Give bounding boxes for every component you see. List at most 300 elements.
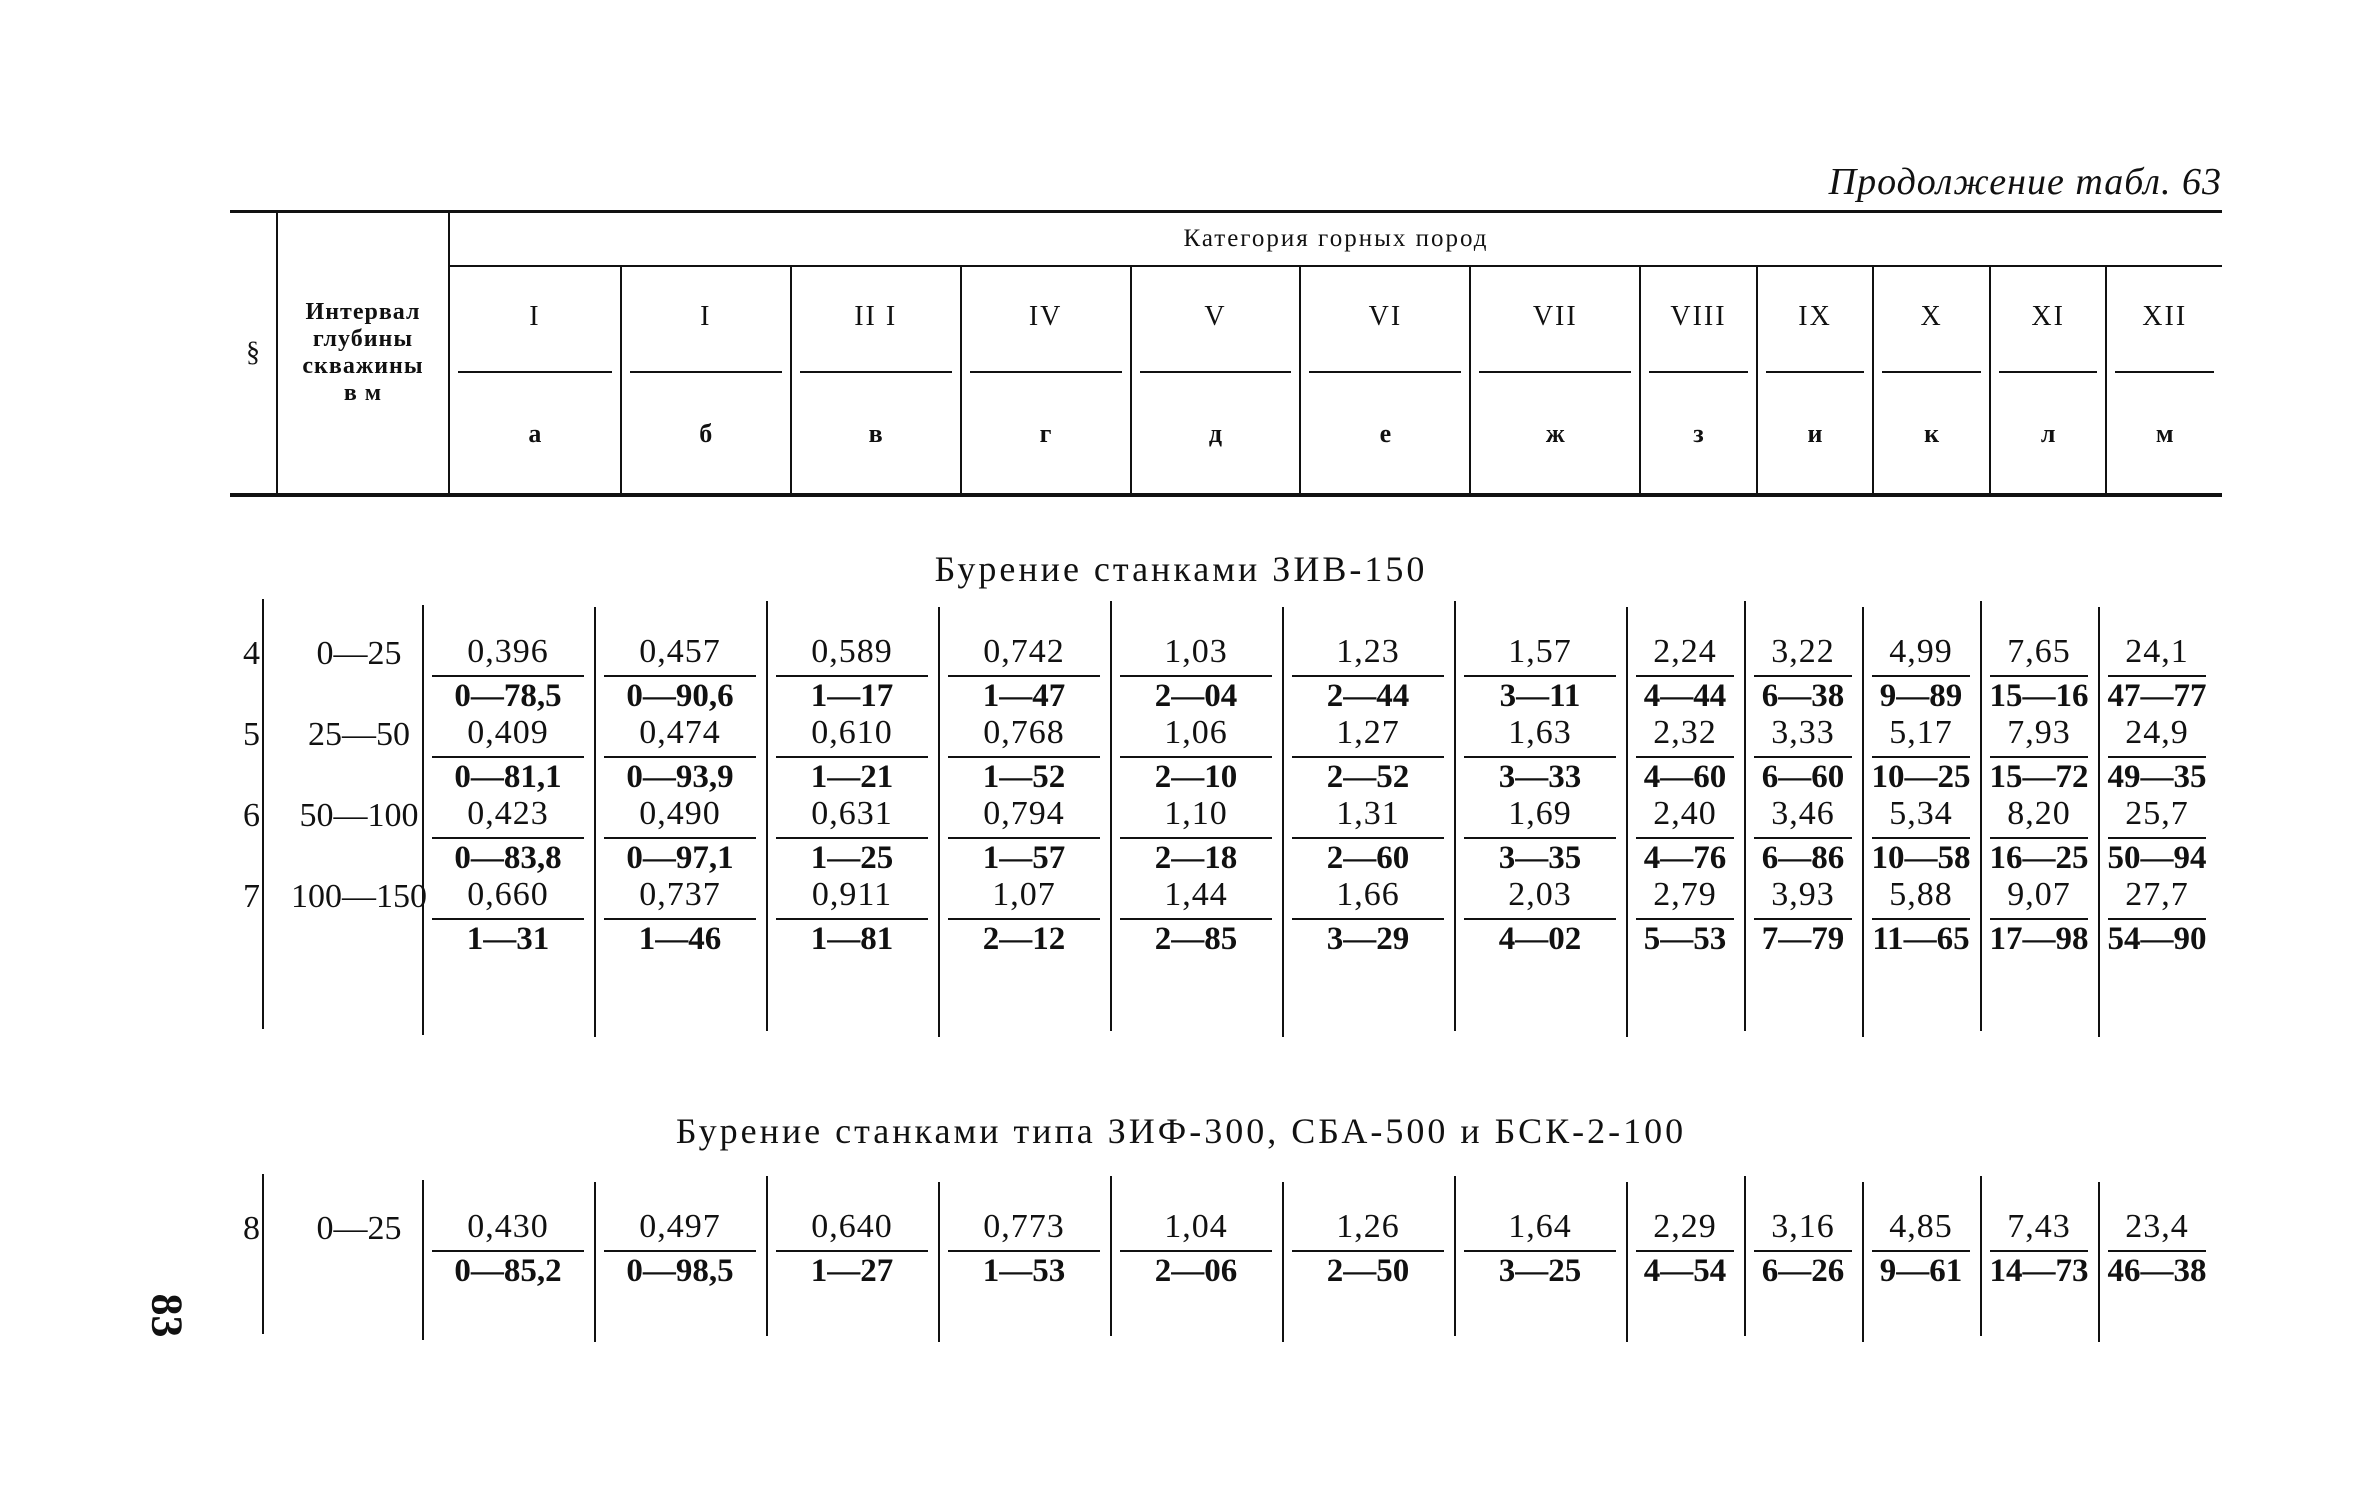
cell-numerator: 23,4 (2125, 1208, 2189, 1245)
vertical-rule (2098, 1182, 2100, 1342)
column-divider (1140, 371, 1292, 373)
table-cell (770, 635, 934, 718)
vertical-rule (1110, 601, 1112, 1031)
cell-denominator: 4—54 (1643, 1253, 1727, 1289)
vertical-rule (1626, 607, 1628, 1037)
category-letter-label: к (1924, 419, 1940, 448)
cell-denominator: 3—33 (1498, 759, 1582, 795)
cell-numerator: 1,66 (1336, 876, 1400, 913)
cell-numerator: 1,10 (1164, 795, 1228, 832)
table-cell (426, 878, 590, 961)
cell-numerator: 1,23 (1336, 633, 1400, 670)
cell-denominator: 54—90 (2107, 921, 2207, 957)
fraction-bar (432, 837, 584, 839)
cell-denominator: 0—98,5 (626, 1253, 734, 1289)
cell-numerator: 2,24 (1653, 633, 1717, 670)
data-block-zif300 (230, 1180, 2222, 1340)
category-roman-label: XII (2142, 301, 2188, 332)
cell-denominator: 4—76 (1643, 840, 1727, 876)
table-cell (1458, 797, 1622, 880)
category-column-4 (960, 267, 1130, 493)
cell-numerator: 2,03 (1508, 876, 1572, 913)
table-cell (1984, 797, 2094, 880)
cell-denominator: 15—16 (1989, 678, 2089, 714)
table-cell (1114, 878, 1278, 961)
fraction-bar (1872, 1250, 1970, 1252)
table-cell (1866, 1210, 1976, 1293)
category-roman-label: IV (1028, 301, 1063, 332)
table-cell (2102, 1210, 2212, 1293)
fraction-bar (776, 1250, 928, 1252)
row-section-number: 5 (243, 716, 260, 753)
category-column-11 (1989, 267, 2106, 493)
vertical-rule (1980, 1176, 1982, 1336)
fraction-bar (2108, 918, 2206, 920)
vertical-rule (1862, 607, 1864, 1037)
cell-denominator: 0—81,1 (454, 759, 562, 795)
fraction-bar (1754, 1250, 1852, 1252)
fraction-bar (604, 1250, 756, 1252)
cell-numerator: 0,911 (811, 876, 893, 913)
table-cell (598, 797, 762, 880)
category-roman-label: IX (1798, 301, 1832, 332)
category-letter-label: в (868, 419, 883, 448)
table-cell (1630, 878, 1740, 961)
cell-denominator: 6—60 (1761, 759, 1845, 795)
fraction-bar (776, 918, 928, 920)
cell-numerator: 0,660 (467, 876, 549, 913)
fraction-bar (1636, 1250, 1734, 1252)
vertical-rule (1282, 1182, 1284, 1342)
cell-numerator: 0,409 (467, 714, 549, 751)
cell-denominator: 0—93,9 (626, 759, 734, 795)
vertical-rule (1862, 1182, 1864, 1342)
table-cell (1984, 878, 2094, 961)
fraction-bar (1872, 756, 1970, 758)
table-cell (1630, 797, 1740, 880)
table-cell (1984, 716, 2094, 799)
fraction-bar (1464, 1250, 1616, 1252)
fraction-bar (1120, 675, 1272, 677)
cell-denominator: 2—44 (1326, 678, 1410, 714)
table-cell (598, 716, 762, 799)
cell-numerator: 0,742 (983, 633, 1065, 670)
cell-numerator: 9,07 (2007, 876, 2071, 913)
cell-denominator: 17—98 (1989, 921, 2089, 957)
table-cell (942, 716, 1106, 799)
column-divider (1999, 371, 2098, 373)
category-roman-label: I (700, 301, 712, 332)
category-roman-label: X (1920, 301, 1943, 332)
fraction-bar (1990, 837, 2088, 839)
column-divider (1309, 371, 1461, 373)
cell-numerator: 0,737 (639, 876, 721, 913)
row-depth-interval: 50—100 (299, 797, 419, 834)
fraction-bar (1292, 675, 1444, 677)
vertical-rule (766, 601, 768, 1031)
fraction-bar (2108, 675, 2206, 677)
fraction-bar (776, 837, 928, 839)
cell-denominator: 6—26 (1761, 1253, 1845, 1289)
fraction-bar (2108, 837, 2206, 839)
cell-numerator: 3,33 (1771, 714, 1835, 751)
cell-numerator: 1,31 (1336, 795, 1400, 832)
cell-denominator: 47—77 (2107, 678, 2207, 714)
cell-denominator: 2—18 (1154, 840, 1238, 876)
fraction-bar (1990, 756, 2088, 758)
table-cell (426, 1210, 590, 1293)
fraction-bar (1636, 756, 1734, 758)
cell-numerator: 0,423 (467, 795, 549, 832)
column-divider (800, 371, 952, 373)
table-cell (2102, 635, 2212, 718)
table-cell (770, 1210, 934, 1293)
table-cell (1866, 797, 1976, 880)
fraction-bar (948, 1250, 1100, 1252)
table-cell (1748, 878, 1858, 961)
cell-numerator: 0,497 (639, 1208, 721, 1245)
table-cell (598, 878, 762, 961)
fraction-bar (1872, 837, 1970, 839)
cell-denominator: 9—61 (1879, 1253, 1963, 1289)
row-section-number: 4 (243, 635, 260, 672)
vertical-rule (594, 607, 596, 1037)
fraction-bar (1120, 1250, 1272, 1252)
table-cell (598, 1210, 762, 1293)
cell-denominator: 6—38 (1761, 678, 1845, 714)
row-depth-interval: 0—25 (316, 635, 402, 672)
vertical-rule (938, 607, 940, 1037)
category-column-8 (1639, 267, 1756, 493)
cell-denominator: 5—53 (1643, 921, 1727, 957)
cell-denominator: 6—86 (1761, 840, 1845, 876)
cell-numerator: 0,768 (983, 714, 1065, 751)
cell-numerator: 0,490 (639, 795, 721, 832)
interval-header-line: скважины (302, 353, 424, 379)
cell-numerator: 27,7 (2125, 876, 2189, 913)
column-divider (1649, 371, 1748, 373)
cell-denominator: 16—25 (1989, 840, 2089, 876)
category-letter-label: е (1379, 419, 1392, 448)
cell-denominator: 9—89 (1879, 678, 1963, 714)
cell-numerator: 5,17 (1889, 714, 1953, 751)
fraction-bar (948, 675, 1100, 677)
fraction-bar (1636, 837, 1734, 839)
category-letter-label: д (1208, 419, 1223, 448)
vertical-rule (262, 1174, 264, 1334)
column-divider (970, 371, 1122, 373)
table-cell (1630, 635, 1740, 718)
table-cell (770, 878, 934, 961)
fraction-bar (1872, 918, 1970, 920)
cell-denominator: 2—52 (1326, 759, 1410, 795)
vertical-rule (594, 1182, 596, 1342)
cell-numerator: 1,06 (1164, 714, 1228, 751)
fraction-bar (948, 837, 1100, 839)
column-divider (630, 371, 782, 373)
fraction-bar (2108, 756, 2206, 758)
column-divider (1766, 371, 1865, 373)
cell-denominator: 2—04 (1154, 678, 1238, 714)
table-cell (1286, 1210, 1450, 1293)
cell-denominator: 2—10 (1154, 759, 1238, 795)
cell-numerator: 1,04 (1164, 1208, 1228, 1245)
cell-denominator: 1—47 (982, 678, 1066, 714)
cell-numerator: 2,79 (1653, 876, 1717, 913)
fraction-bar (1464, 675, 1616, 677)
cell-numerator: 0,589 (811, 633, 893, 670)
cell-denominator: 4—60 (1643, 759, 1727, 795)
table-cell (426, 797, 590, 880)
category-roman-label: II I (854, 301, 898, 332)
cell-numerator: 1,26 (1336, 1208, 1400, 1245)
cell-numerator: 0,773 (983, 1208, 1065, 1245)
table-cell (598, 635, 762, 718)
cell-denominator: 2—12 (982, 921, 1066, 957)
cell-numerator: 0,794 (983, 795, 1065, 832)
category-column-9 (1756, 267, 1873, 493)
row-depth-interval: 0—25 (316, 1210, 402, 1247)
vertical-rule (1626, 1182, 1628, 1342)
cell-numerator: 2,32 (1653, 714, 1717, 751)
fraction-bar (2108, 1250, 2206, 1252)
row-section-number: 6 (243, 797, 260, 834)
cell-numerator: 1,44 (1164, 876, 1228, 913)
table-cell (1114, 635, 1278, 718)
vertical-rule (1454, 601, 1456, 1031)
cell-denominator: 1—81 (810, 921, 894, 957)
fraction-bar (1120, 918, 1272, 920)
table-cell (1630, 1210, 1740, 1293)
table-cell (1114, 716, 1278, 799)
category-roman-label: VIII (1670, 301, 1727, 332)
table-cell (426, 716, 590, 799)
category-letter-label: м (2155, 419, 2174, 448)
vertical-rule (766, 1176, 768, 1336)
category-letter-label: г (1039, 419, 1052, 448)
fraction-bar (1464, 756, 1616, 758)
table-cell (1748, 1210, 1858, 1293)
table-cell (942, 797, 1106, 880)
cell-denominator: 1—31 (466, 921, 550, 957)
table-cell (1114, 1210, 1278, 1293)
table-cell (2102, 878, 2212, 961)
cell-numerator: 1,64 (1508, 1208, 1572, 1245)
section-title-zif300: Бурение станками типа ЗИФ-300, СБА-500 и БСК-2-100 (675, 1111, 1687, 1151)
table-cell (942, 1210, 1106, 1293)
category-roman-label: XI (2031, 301, 2065, 332)
fraction-bar (1120, 837, 1272, 839)
cell-numerator: 0,610 (811, 714, 893, 751)
cell-denominator: 0—85,2 (454, 1253, 562, 1289)
cell-denominator: 1—17 (810, 678, 894, 714)
cell-numerator: 3,16 (1771, 1208, 1835, 1245)
category-columns (450, 267, 2222, 493)
table-cell (942, 635, 1106, 718)
table-cell (1748, 716, 1858, 799)
fraction-bar (432, 675, 584, 677)
category-roman-label: I (529, 301, 541, 332)
cell-numerator: 3,22 (1771, 633, 1835, 670)
cell-denominator: 0—83,8 (454, 840, 562, 876)
vertical-rule (2098, 607, 2100, 1037)
fraction-bar (1754, 918, 1852, 920)
table-cell (770, 716, 934, 799)
interval-header-line: Интервал (305, 299, 421, 325)
column-divider (458, 371, 612, 373)
vertical-rule (1980, 601, 1982, 1031)
interval-header-line: в м (343, 380, 383, 406)
table-header (230, 210, 2222, 497)
category-column-7 (1469, 267, 1639, 493)
cell-numerator: 7,65 (2007, 633, 2071, 670)
category-column-2 (620, 267, 790, 493)
cell-denominator: 4—02 (1498, 921, 1582, 957)
table-caption: Продолжение табл. 63 (1828, 161, 2222, 203)
cell-denominator: 49—35 (2107, 759, 2207, 795)
fraction-bar (1464, 837, 1616, 839)
category-letter-label: и (1807, 419, 1823, 448)
cell-denominator: 0—97,1 (626, 840, 734, 876)
table-cell (1458, 716, 1622, 799)
cell-numerator: 0,640 (811, 1208, 893, 1245)
cell-denominator: 3—35 (1498, 840, 1582, 876)
category-column-3 (790, 267, 960, 493)
cell-denominator: 1—57 (982, 840, 1066, 876)
table-cell (1984, 1210, 2094, 1293)
cell-denominator: 46—38 (2107, 1253, 2207, 1289)
cell-denominator: 14—73 (1989, 1253, 2089, 1289)
cell-denominator: 3—29 (1326, 921, 1410, 957)
table-cell (1458, 635, 1622, 718)
vertical-rule (1744, 601, 1746, 1031)
cell-denominator: 1—53 (982, 1253, 1066, 1289)
cell-denominator: 1—46 (638, 921, 722, 957)
category-roman-label: VI (1368, 301, 1403, 332)
fraction-bar (1464, 918, 1616, 920)
cell-numerator: 4,99 (1889, 633, 1953, 670)
column-divider (1479, 371, 1631, 373)
fraction-bar (776, 675, 928, 677)
cell-denominator: 2—06 (1154, 1253, 1238, 1289)
cell-denominator: 1—27 (810, 1253, 894, 1289)
cell-denominator: 10—58 (1871, 840, 1971, 876)
category-column-12 (2105, 267, 2222, 493)
table-cell (1286, 878, 1450, 961)
cell-numerator: 2,40 (1653, 795, 1717, 832)
cell-denominator: 2—85 (1154, 921, 1238, 957)
cell-numerator: 5,34 (1889, 795, 1953, 832)
cell-denominator: 3—11 (1499, 678, 1581, 714)
cell-numerator: 7,93 (2007, 714, 2071, 751)
table-cell (1286, 797, 1450, 880)
cell-denominator: 1—25 (810, 840, 894, 876)
cell-numerator: 1,07 (992, 876, 1056, 913)
table-cell (1984, 635, 2094, 718)
cell-numerator: 5,88 (1889, 876, 1953, 913)
data-block-ziv150 (230, 605, 2222, 1035)
fraction-bar (604, 675, 756, 677)
fraction-bar (1292, 1250, 1444, 1252)
fraction-bar (1990, 918, 2088, 920)
vertical-rule (938, 1182, 940, 1342)
table-cell (1114, 797, 1278, 880)
table-cell (2102, 716, 2212, 799)
cell-numerator: 24,1 (2125, 633, 2189, 670)
page-number: 83 (142, 1293, 192, 1338)
cell-denominator: 4—44 (1643, 678, 1727, 714)
cell-denominator: 11—65 (1872, 921, 1970, 957)
category-column-6 (1299, 267, 1469, 493)
table-cell (1866, 878, 1976, 961)
cell-numerator: 2,29 (1653, 1208, 1717, 1245)
cell-numerator: 0,474 (639, 714, 721, 751)
cell-numerator: 1,63 (1508, 714, 1572, 751)
table-cell (2102, 797, 2212, 880)
vertical-rule (1744, 1176, 1746, 1336)
cell-numerator: 1,03 (1164, 633, 1228, 670)
cell-numerator: 0,430 (467, 1208, 549, 1245)
cell-numerator: 0,396 (467, 633, 549, 670)
fraction-bar (1872, 675, 1970, 677)
fraction-bar (1636, 675, 1734, 677)
cell-denominator: 1—52 (982, 759, 1066, 795)
cell-denominator: 1—21 (810, 759, 894, 795)
fraction-bar (604, 756, 756, 758)
fraction-bar (1292, 918, 1444, 920)
fraction-bar (432, 918, 584, 920)
fraction-bar (604, 837, 756, 839)
cell-numerator: 25,7 (2125, 795, 2189, 832)
cell-numerator: 4,85 (1889, 1208, 1953, 1245)
cell-numerator: 8,20 (2007, 795, 2071, 832)
fraction-bar (1292, 756, 1444, 758)
category-roman-label: V (1204, 301, 1227, 332)
cell-numerator: 3,46 (1771, 795, 1835, 832)
cell-denominator: 7—79 (1761, 921, 1845, 957)
vertical-rule (1282, 607, 1284, 1037)
cell-numerator: 0,631 (811, 795, 893, 832)
table-cell (942, 878, 1106, 961)
cell-numerator: 1,69 (1508, 795, 1572, 832)
category-title: Категория горных пород (1183, 225, 1489, 252)
category-column-5 (1130, 267, 1300, 493)
table-cell (1748, 635, 1858, 718)
vertical-rule (422, 1180, 424, 1340)
table-cell (1458, 878, 1622, 961)
fraction-bar (1636, 918, 1734, 920)
table-cell (1866, 716, 1976, 799)
fraction-bar (776, 756, 928, 758)
cell-denominator: 15—72 (1989, 759, 2089, 795)
category-column-10 (1872, 267, 1989, 493)
fraction-bar (1754, 756, 1852, 758)
fraction-bar (432, 756, 584, 758)
interval-header-line: глубины (312, 326, 414, 352)
cell-denominator: 2—50 (1326, 1253, 1410, 1289)
table-cell (1866, 635, 1976, 718)
fraction-bar (1990, 675, 2088, 677)
table-cell (1286, 716, 1450, 799)
category-letter-label: з (1693, 419, 1704, 448)
table-cell (1748, 797, 1858, 880)
fraction-bar (948, 756, 1100, 758)
column-divider (1882, 371, 1981, 373)
fraction-bar (1990, 1250, 2088, 1252)
section-title-ziv150: Бурение станками ЗИВ-150 (934, 549, 1428, 589)
column-divider (2115, 371, 2214, 373)
fraction-bar (432, 1250, 584, 1252)
